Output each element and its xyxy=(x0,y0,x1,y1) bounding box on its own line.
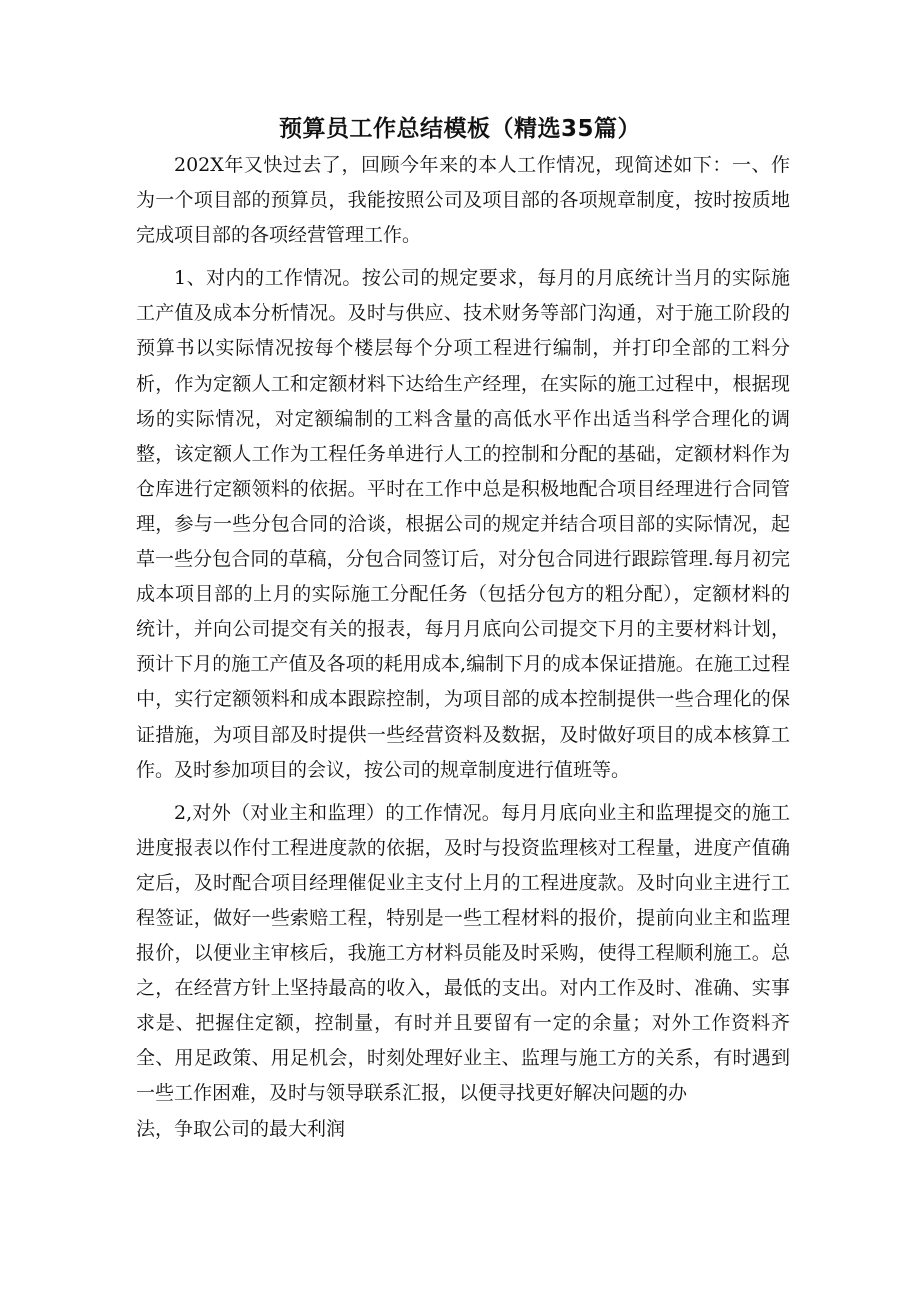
paragraph-external-work: 2,对外（对业主和监理）的工作情况。每月月底向业主和监理提交的施工进度报表以作付工程进度款的依据，及时与投资监理核对工程量，进度产值确定后，及时配合项目经理催促业主支付上月的工程进度款。及时向业主进行工程签证，做好一些索赔工程，特别是一些工程材料的报价，提前向业主和监理报价，以便业主审核后，我施工方材料员能及时采购，使得工程顺利施工。总之，在经营方针上坚持最高的收入，最低的支出。对内工作及时、准确、实事求是、把握住定额，控制量，有时并且要留有一定的余量；对外工作资料齐全、用足政策、用足机会，时刻处理好业主、监理与施工方的关系，有时遇到一些工作困难，及时与领导联系汇报，以便寻找更好解决问题的办 xyxy=(136,801,790,1105)
document-body xyxy=(136,148,790,1147)
paragraph-continuation: 法，争取公司的最大利润 xyxy=(136,1117,346,1140)
document-title: 预算员工作总结模板（精选35篇） xyxy=(278,116,641,142)
paragraph-internal-work: 1、对内的工作情况。按公司的规定要求，每月的月底统计当月的实际施工产值及成本分析情况。及时与供应、技术财务等部门沟通，对于施工阶段的预算书以实际情况按每个楼层每个分项工程进行编制，并打印全部的工料分析，作为定额人工和定额材料下达给生产经理，在实际的施工过程中，根据现场的实际情况，对定额编制的工料含量的高低水平作出适当科学合理化的调整，该定额人工作为工程任务单进行人工的控制和分配的基础，定额材料作为仓库进行定额领料的依据。平时在工作中总是积极地配合项目经理进行合同管理，参与一些分包合同的洽谈，根据公司的规定并结合项目部的实际情况，起草一些分包合同的草稿，分包合同签订后，对分包合同进行跟踪管理.每月初完成本项目部的上月的实际施工分配任务（包括分包方的粗分配），定额材料的统计，并向公司提交有关的报表，每月月底向公司提交下月的主要材料计划，预计下月的施工产值及各项的耗用成本,编制下月的成本保证措施。在施工过程中，实行定额领料和成本跟踪控制，为项目部的成本控制提供一些合理化的保证措施，为项目部及时提供一些经营资料及数据，及时做好项目的成本核算工作。及时参加项目的会议，按公司的规章制度进行值班等。 xyxy=(136,267,790,781)
paragraph-intro: 202X年又快过去了，回顾今年来的本人工作情况，现简述如下：一、作为一个项目部的预算员，我能按照公司及项目部的各项规章制度，按时按质地完成项目部的各项经营管理工作。 xyxy=(136,154,790,247)
